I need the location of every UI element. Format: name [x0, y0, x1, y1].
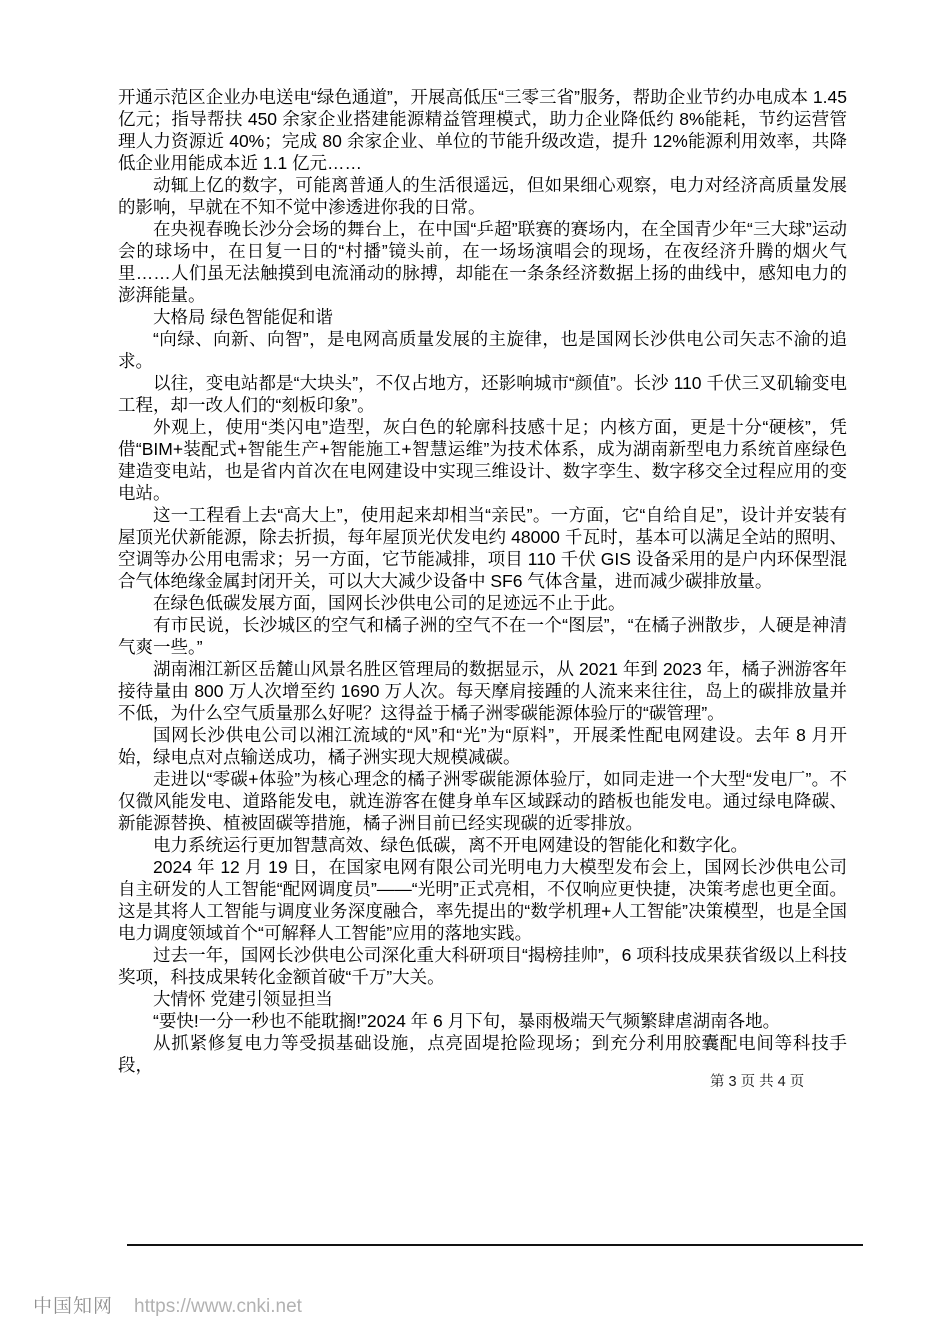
cnki-logo-text: 中国知网	[33, 1296, 114, 1317]
paragraph: “向绿、向新、向智”，是电网高质量发展的主旋律，也是国网长沙供电公司矢志不渝的追求。	[118, 329, 847, 371]
paragraph: 国网长沙供电公司以湘江流域的“风”和“光”为“原料”，开展柔性配电网建设。去年 8 月开始，绿电点对点输送成功，橘子洲实现大规模减碳。	[118, 725, 847, 767]
paragraph: 湖南湘江新区岳麓山风景名胜区管理局的数据显示，从 2021 年到 2023 年，橘子洲游客年接待量由 800 万人次增至约 1690 万人次。每天摩肩接踵的人流来来往往，岛上的碳排放量并不低，为什么空气质量那么好呢？这得益于橘子洲零碳能源体验厅的“碳管理”。	[118, 659, 847, 723]
cnki-watermark	[33, 1291, 302, 1318]
paragraph: 过去一年，国网长沙供电公司深化重大科研项目“揭榜挂帅”，6 项科技成果获省级以上科技奖项，科技成果转化金额首破“千万”大关。	[118, 945, 847, 987]
paragraph: 走进以“零碳+体验”为核心理念的橘子洲零碳能源体验厅，如同走进一个大型“发电厂”。不仅微风能发电、道路能发电，就连游客在健身单车区域踩动的踏板也能发电。通过绿电降碳、新能源替换、植被固碳等措施，橘子洲目前已经实现碳的近零排放。	[118, 769, 847, 833]
footer-divider	[127, 1244, 863, 1246]
paragraph: 大情怀 党建引领显担当	[153, 989, 333, 1009]
paragraph: 这一工程看上去“高大上”，使用起来却相当“亲民”。一方面，它“自给自足”，设计并安装有屋顶光伏新能源，除去折损，每年屋顶光伏发电约 48000 千瓦时，基本可以满足全站的照明、空调等办公用电需求；另一方面，它节能减排，项目 110 千伏 GIS 设备采用的是户内环保型混合气体绝缘金属封闭开关，可以大大减少设备中 SF6 气体含量，进而减少碳排放量。	[118, 505, 847, 591]
paragraph: 2024 年 12 月 19 日，在国家电网有限公司光明电力大模型发布会上，国网长沙供电公司自主研发的人工智能“配网调度员”——“光明”正式亮相，不仅响应更快捷，决策考虑也更全面。这是其将人工智能与调度业务深度融合，率先提出的“数学机理+人工智能”决策模型，也是全国电力调度领域首个“可解释人工智能”应用的落地实践。	[118, 857, 847, 943]
paragraph: 从抓紧修复电力等受损基础设施，点亮固堤抢险现场；到充分利用胶囊配电间等科技手段，	[118, 1033, 847, 1075]
paragraph: 电力系统运行更加智慧高效、绿色低碳，离不开电网建设的智能化和数字化。	[153, 835, 748, 855]
paragraph: 有市民说，长沙城区的空气和橘子洲的空气不在一个“图层”，“在橘子洲散步，人硬是神清气爽一些。”	[118, 615, 847, 657]
paragraph: 开通示范区企业办电送电“绿色通道”，开展高低压“三零三省”服务，帮助企业节约办电成本 1.45 亿元；指导帮扶 450 余家企业搭建能源精益管理模式，助力企业降低约 8%能耗，节约运营管理人力资源近 40%；完成 80 余家企业、单位的节能升级改造，提升 12%能源利用效率，共降低企业用能成本近 1.1 亿元……	[118, 87, 847, 173]
paragraph: 在央视春晚长沙分会场的舞台上，在中国“乒超”联赛的赛场内，在全国青少年“三大球”运动会的球场中，在日复一日的“村播”镜头前，在一场场演唱会的现场，在夜经济升腾的烟火气里……人们虽无法触摸到电流涌动的脉搏，却能在一条条经济数据上扬的曲线中，感知电力的澎湃能量。	[118, 219, 847, 305]
paragraph: 外观上，使用“类闪电”造型，灰白色的轮廓科技感十足；内核方面，更是十分“硬核”，凭借“BIM+装配式+智能生产+智能施工+智慧运维”为技术体系，成为湖南新型电力系统首座绿色建造变电站，也是省内首次在电网建设中实现三维设计、数字孪生、数字移交全过程应用的变电站。	[118, 417, 847, 503]
paragraph: 在绿色低碳发展方面，国网长沙供电公司的足迹远不止于此。	[153, 593, 626, 613]
paragraph: 以往，变电站都是“大块头”，不仅占地方，还影响城市“颜值”。长沙 110 千伏三叉矶输变电工程，却一改人们的“刻板印象”。	[118, 373, 847, 415]
cnki-url: https://www.cnki.net	[134, 1296, 302, 1317]
page-number: 第 3 页 共 4 页	[710, 1074, 805, 1090]
document-text	[118, 86, 847, 1076]
paragraph: “要快!一分一秒也不能耽搁!”2024 年 6 月下旬，暴雨极端天气频繁肆虐湖南各地。	[153, 1011, 781, 1031]
paragraph: 大格局 绿色智能促和谐	[153, 307, 333, 327]
paragraph: 动辄上亿的数字，可能离普通人的生活很遥远，但如果细心观察，电力对经济高质量发展的影响，早就在不知不觉中渗透进你我的日常。	[118, 175, 847, 217]
